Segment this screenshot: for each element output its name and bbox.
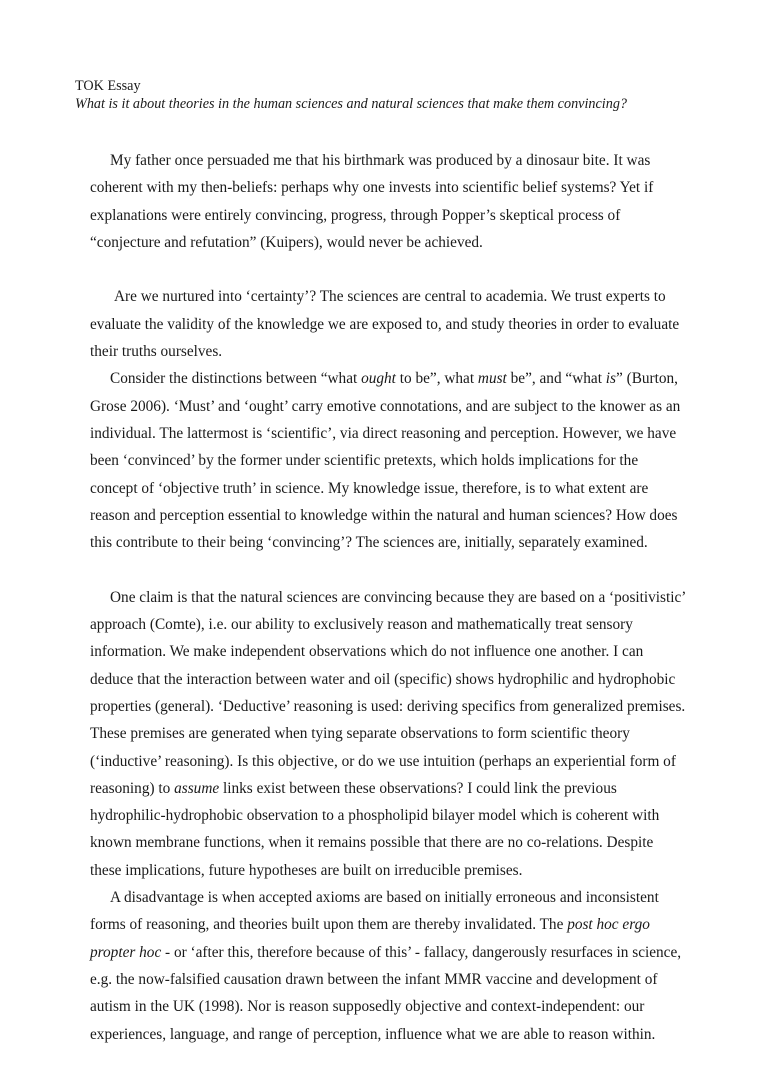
text-line: forms of reasoning, and theories built upon them are thereby invalidated. The post hoc ergo — [90, 916, 650, 934]
paragraph — [90, 884, 686, 1048]
essay-body — [90, 147, 686, 1048]
text-line: reason and perception essential to knowledge within the natural and human sciences? How does — [90, 506, 678, 524]
paragraph-gap — [90, 556, 686, 583]
paragraph — [90, 584, 686, 884]
paragraph — [90, 283, 686, 365]
text-line: this contribute to their being ‘convincing’? The sciences are, initially, separately examined. — [90, 534, 648, 552]
paragraph — [90, 147, 686, 283]
text-line: properties (general). ‘Deductive’ reasoning is used: deriving specifics from generalized premises. — [90, 697, 686, 715]
text-line: e.g. the now-falsified causation drawn between the infant MMR vaccine and development of — [90, 970, 658, 988]
text-line: individual. The lattermost is ‘scientific’, via direct reasoning and perception. However, we have — [90, 424, 677, 442]
text-line: their truths ourselves. — [90, 343, 223, 361]
text-line: (‘inductive’ reasoning). Is this objective, or do we use intuition (perhaps an experiential form of — [90, 752, 676, 770]
text-line: Grose 2006). ‘Must’ and ‘ought’ carry emotive connotations, and are subject to the knower as an — [90, 397, 681, 415]
text-line: information. We make independent observations which do not influence one another. I can — [90, 643, 644, 661]
essay-question: What is it about theories in the human sciences and natural sciences that make them convincing? — [75, 96, 628, 112]
text-line: autism in the UK (1998). Nor is reason supposedly objective and context-independent: our — [90, 998, 645, 1016]
text-line: concept of ‘objective truth’ in science. My knowledge issue, therefore, is to what extent are — [90, 479, 649, 497]
text-line: One claim is that the natural sciences are convincing because they are based on a ‘positivistic’ — [110, 588, 687, 606]
text-line: Consider the distinctions between “what ought to be”, what must be”, and “what is” (Burton, — [110, 370, 679, 388]
text-line: propter hoc - or ‘after this, therefore because of this’ - fallacy, dangerously resurfaces in science, — [90, 943, 682, 961]
essay-title: TOK Essay — [75, 78, 141, 94]
text-line: been ‘convinced’ by the former under scientific pretexts, which holds implications for the — [90, 452, 639, 470]
paragraph-gap — [90, 256, 686, 283]
text-line: These premises are generated when tying separate observations to form scientific theory — [90, 725, 630, 743]
text-line: reasoning) to assume links exist between these observations? I could link the previous — [90, 779, 617, 797]
text-line: these implications, future hypotheses are built on irreducible premises. — [90, 861, 523, 879]
text-line: hydrophilic-hydrophobic observation to a phospholipid bilayer model which is coherent with — [90, 807, 660, 825]
text-line: deduce that the interaction between water and oil (specific) shows hydrophilic and hydrophobic — [90, 670, 676, 688]
text-line: experiences, language, and range of perception, influence what we are able to reason within. — [90, 1025, 656, 1043]
text-line: explanations were entirely convincing, progress, through Popper’s skeptical process of — [90, 206, 621, 224]
text-line: “conjecture and refutation” (Kuipers), would never be achieved. — [90, 233, 483, 251]
text-line: known membrane functions, when it remains possible that there are no co-relations. Despite — [90, 834, 654, 852]
text-line: approach (Comte), i.e. our ability to exclusively reason and mathematically treat sensory — [90, 616, 633, 634]
text-line: evaluate the validity of the knowledge we are exposed to, and study theories in order to evaluate — [90, 315, 680, 333]
text-line: My father once persuaded me that his birthmark was produced by a dinosaur bite. It was — [110, 152, 651, 169]
paragraph — [90, 365, 686, 583]
text-line: A disadvantage is when accepted axioms are based on initially erroneous and inconsistent — [110, 889, 659, 907]
text-line: coherent with my then-beliefs: perhaps why one invests into scientific belief systems? Yet if — [90, 179, 654, 197]
text-line: Are we nurtured into ‘certainty’? The sciences are central to academia. We trust experts to — [114, 288, 666, 306]
